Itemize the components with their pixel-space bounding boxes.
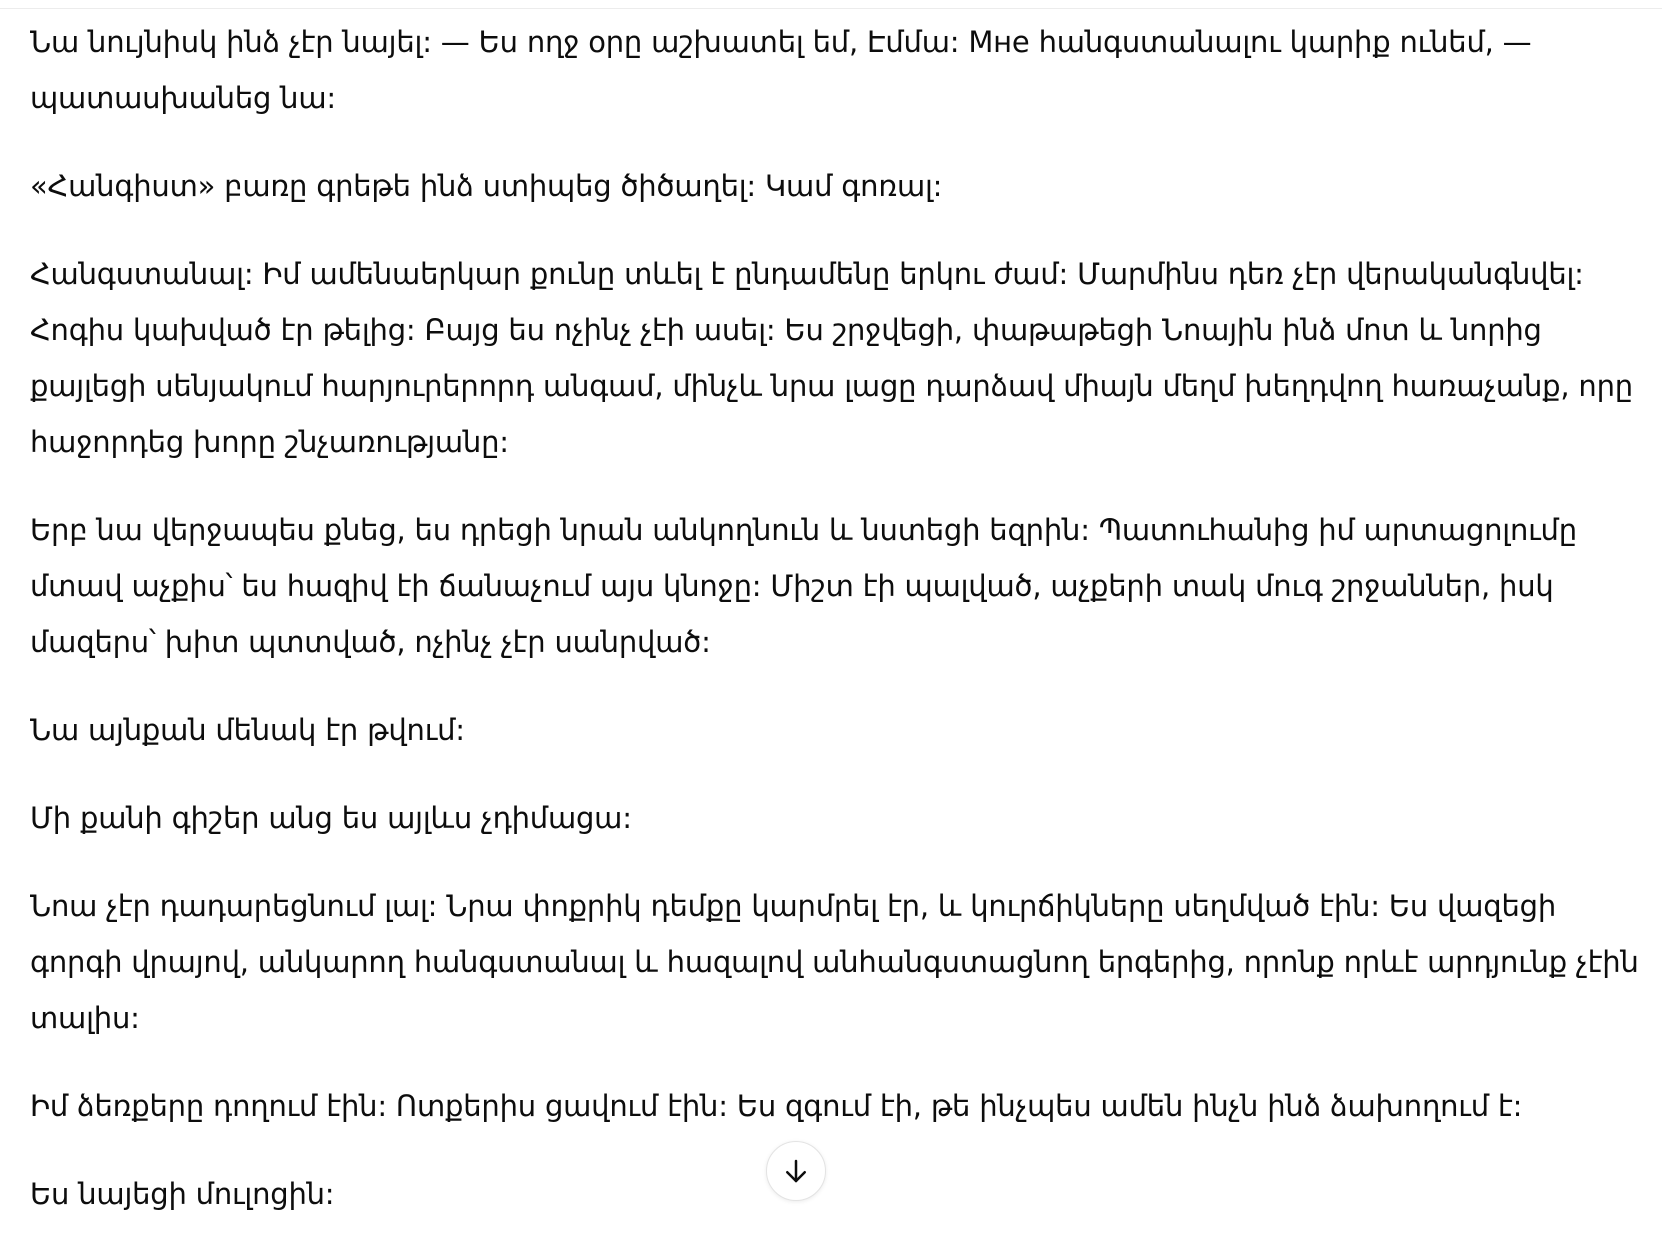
paragraph-8: Իմ ձեռքերը դողում էին: Ոտքերիս ցավում էին: Ես զգում էի, թե ինչպես ամեն ինչն ինձ ձախողում է: (30, 1089, 1523, 1123)
paragraph-3: Հանգստանալ: Իմ ամենաերկար քունը տևել է ընդամենը երկու ժամ: Մարմինս դեռ չէր վերականգնվել: Հոգիս կախված էր թելից: Բայց ես ոչինչ չէի ասել: Ես շրջվեցի, փաթաթեցի Նոային ինձ մոտ և նորից քայլեցի սենյակում հարյուրերորդ անգամ, մինչև նրա լացը դարձավ միայն մեղմ խեղդվող հառաչանք, որը հաջորդեց խորը շնչառությանը: (30, 257, 1633, 459)
top-divider (0, 8, 1662, 9)
paragraph-2: «Հանգիստ» բառը գրեթե ինձ ստիպեց ծիծաղել: Կամ գոռալ: (30, 169, 943, 203)
paragraph-1: Նա նույնիսկ ինձ չէր նայել: — Ես ողջ օրը աշխատել եմ, Էմմա: Мне հանգստանալու կարիք ունեմ, — պատասխանեց նա: (30, 25, 1532, 115)
paragraph-5: Նա այնքան մենակ էր թվում: (30, 713, 465, 747)
message-body (30, 14, 1640, 1238)
paragraph-7: Նոա չէր դադարեցնում լալ: Նրա փոքրիկ դեմքը կարմրել էր, և կուրճիկները սեղմված էին: Ես վազեցի գորգի վրայով, անկարող հանգստանալ և հազալով անհանգստացնող երգերից, որոնք որևէ արդյունք չէին տալիս: (30, 889, 1639, 1035)
paragraph-6: Մի քանի գիշեր անց ես այլևս չդիմացա: (30, 801, 632, 835)
scroll-to-bottom-button[interactable] (766, 1141, 826, 1201)
arrow-down-icon (781, 1156, 811, 1186)
paragraph-4: Երբ նա վերջապես քնեց, ես դրեցի նրան անկողնուն և նստեցի եզրին: Պատուհանից իմ արտացոլումը մտավ աչքիս՝ ես հազիվ էի ճանաչում այս կնոջը: Միշտ էի պալված, աչքերի տակ մուգ շրջաններ, իսկ մազերս՝ խիտ պտտված, ոչինչ չէր սանրված: (30, 513, 1577, 659)
paragraph-9: Ես նայեցի մուլոցին: (30, 1177, 335, 1211)
